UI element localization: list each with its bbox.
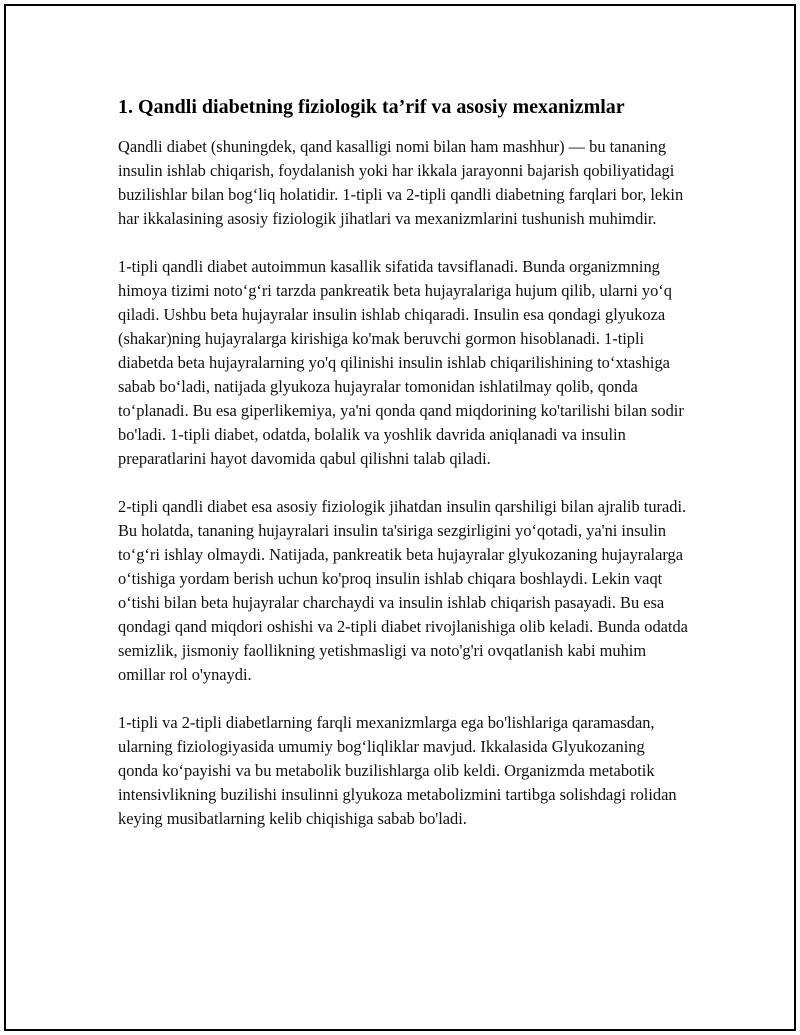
- paragraph-type2-diabetes: 2-tipli qandli diabet esa asosiy fiziologik jihatdan insulin qarshiligi bilan ajralib turadi. Bu holatda, tananing hujayralari insulin ta'siriga sezgirligini yo‘qotadi, ya'ni insulin to‘g‘ri ishlay olmaydi. Natijada, pankreatik beta hujayralar glyukozaning hujayralarga o‘tishiga yordam berish uchun ko'proq insulin ishlab chiqara boshlaydi. Lekin vaqt o‘tishi bilan beta hujayralar charchaydi va insulin ishlab chiqarish pasayadi. Bu esa qondagi qand miqdori oshishi va 2-tipli diabet rivojlanishiga olib keladi. Bunda odatda semizlik, jismoniy faollikning yetishmasligi va noto'g'ri ovqatlanish kabi muhim omillar rol o'ynaydi.: [118, 497, 688, 684]
- paragraph-type1-diabetes: 1-tipli qandli diabet autoimmun kasallik sifatida tavsiflanadi. Bunda organizmning himoya tizimi noto‘g‘ri tarzda pankreatik beta hujayralariga hujum qilib, ularni yo‘q qiladi. Ushbu beta hujayralar insulin ishlab chiqaradi. Insulin esa qondagi glyukoza (shakar)ning hujayralarga kirishiga ko'mak beruvchi gormon hisoblanadi. 1-tipli diabetda beta hujayralarning yo'q qilinishi insulin ishlab chiqarilishining to‘xtashiga sabab bo‘ladi, natijada glyukoza hujayralar tomonidan ishlatilmay qolib, qonda to‘planadi. Bu esa giperlikemiya, ya'ni qonda qand miqdorining ko'tarilishi bilan sodir bo'ladi. 1-tipli diabet, odatda, bolalik va yoshlik davrida aniqlanadi va insulin preparatlarini hayot davomida qabul qilishni talab qiladi.: [118, 257, 684, 468]
- document-body: [118, 93, 688, 855]
- section-title: 1. Qandli diabetning fiziologik ta’rif va asosiy mexanizmlar: [118, 96, 625, 118]
- paragraph-common-links: 1-tipli va 2-tipli diabetlarning farqli mexanizmlarga ega bo'lishlariga qaramasdan, ularning fiziologiyasida umumiy bog‘liqliklar mavjud. Ikkalasida Glyukozaning qonda ko‘payishi va bu metabolik buzilishlarga olib keldi. Organizmda metabotik intensivlikning buzilishi insulinni glyukoza metabolizmini tartibga solishdagi rolidan keying musibatlarning kelib chiqishiga sabab bo'ladi.: [118, 713, 677, 828]
- paragraph-intro: Qandli diabet (shuningdek, qand kasalligi nomi bilan ham mashhur) — bu tananing insulin ishlab chiqarish, foydalanish yoki har ikkala jarayonni bajarish qobiliyatidagi buzilishlar bilan bog‘liq holatidir. 1-tipli va 2-tipli qandli diabetning farqlari bor, lekin har ikkalasining asosiy fiziologik jihatlari va mexanizmlarini tushunish muhimdir.: [118, 137, 684, 228]
